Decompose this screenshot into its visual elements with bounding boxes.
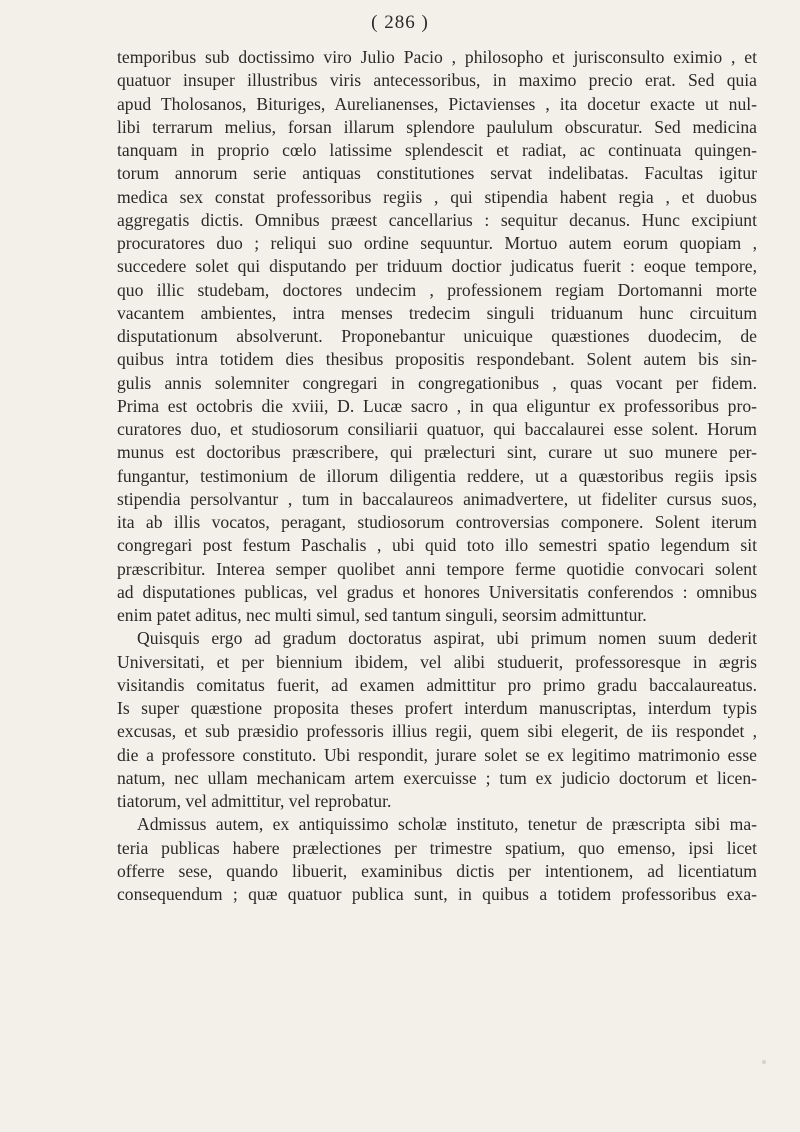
text-line: munus est doctoribus præscribere, qui prælecturi sint, curare ut suo munere per-	[117, 442, 757, 463]
text-line: quatuor insuper illustribus viris antecessoribus, in maximo precio erat. Sed quia	[117, 70, 757, 91]
body-text	[117, 46, 757, 906]
text-line: tiatorum, vel admittitur, vel reprobatur.	[117, 791, 392, 811]
text-line: teria publicas habere prælectiones per trimestre spatium, quo emenso, ipsi licet	[117, 837, 757, 858]
text-line: procuratores duo ; reliqui suo ordine sequuntur. Mortuo autem eorum quopiam ,	[117, 233, 757, 253]
text-line: excusas, et sub præsidio professoris illius regii, quem sibi elegerit, de iis respondet ,	[117, 721, 757, 742]
text-line: visitandis comitatus fuerit, ad examen admittitur pro primo gradu baccalaureatus.	[117, 674, 757, 695]
text-line: die a professore constituto. Ubi respondit, jurare solet se ex legitimo matrimonio esse	[117, 744, 757, 765]
text-line: natum, nec ullam mechanicam artem exercuisse ; tum ex judicio doctorum et licen-	[117, 767, 757, 788]
text-line: curatores duo, et studiosorum consiliarii quatuor, qui baccalaurei esse solent. Horum	[117, 419, 757, 439]
text-line: ita ab illis vocatos, peragant, studiosorum controversias componere. Solent iterum	[117, 512, 757, 532]
page-number: ( 286 )	[371, 12, 429, 33]
text-line: Prima est octobris die xviii, D. Lucæ sacro , in qua eliguntur ex professoribus pro-	[117, 395, 757, 416]
text-line: vacantem ambientes, intra menses tredecim singuli triduanum hunc circuitum	[117, 302, 757, 323]
text-line: quibus intra totidem dies thesibus propositis respondebant. Solent autem bis sin-	[117, 349, 757, 370]
text-line: præscribitur. Interea semper quolibet anni tempore ferme quotidie convocari solent	[117, 558, 757, 579]
text-line: libi terrarum melius, forsan illarum splendore paululum obscuratur. Sed medicina	[117, 116, 757, 137]
text-line: Is super quæstione proposita theses profert interdum manuscriptas, interdum typis	[117, 698, 757, 718]
text-line: Quisquis ergo ad gradum doctoratus aspirat, ubi primum nomen suum dederit	[137, 628, 757, 649]
text-line: tanquam in proprio cœlo latissime splendescit et radiat, ac continuata quingen-	[117, 140, 757, 160]
text-line: Universitati, et per biennium ibidem, vel alibi studuerit, professoresque in ægris	[117, 651, 757, 672]
paper-speck	[762, 1060, 766, 1064]
text-line: stipendia persolvantur , tum in baccalaureos animadvertere, ut fideliter cursus suos,	[117, 488, 757, 509]
text-line: Admissus autem, ex antiquissimo scholæ instituto, tenetur de præscripta sibi ma-	[137, 814, 757, 835]
text-line: offerre sese, quando libuerit, examinibus dictis per intentionem, ad licentiatum	[117, 860, 757, 881]
text-line: quo illic studebam, doctores undecim , professionem regiam Dortomanni morte	[117, 279, 757, 300]
text-line: consequendum ; quæ quatuor publica sunt, in quibus a totidem professoribus exa-	[117, 884, 757, 904]
text-line: apud Tholosanos, Bituriges, Aurelianenses, Pictavienses , ita docetur exacte ut nul-	[117, 93, 757, 114]
text-line: gulis annis solemniter congregari in congregationibus , quas vocant per fidem.	[117, 372, 757, 393]
text-line: enim patet aditus, nec multi simul, sed tantum singuli, seorsim admittuntur.	[117, 605, 647, 625]
text-line: congregari post festum Paschalis , ubi quid toto illo semestri spatio legendum sit	[117, 535, 757, 556]
text-line: medica sex constat professoribus regiis , qui stipendia habent regia , et duobus	[117, 186, 757, 207]
text-line: fungantur, testimonium de illorum diligentia reddere, ut a quæstoribus regiis ipsis	[117, 465, 757, 486]
text-line: temporibus sub doctissimo viro Julio Pacio , philosopho et jurisconsulto eximio , et	[117, 47, 757, 67]
text-line: ad disputationes publicas, vel gradus et honores Universitatis conferendos : omnibus	[117, 581, 757, 602]
text-line: torum annorum serie antiquas constitutiones servat indelibatas. Facultas igitur	[117, 163, 757, 184]
text-line: disputationum absolverunt. Proponebantur unicuique quæstiones duodecim, de	[117, 326, 757, 346]
text-line: aggregatis dictis. Omnibus præest cancellarius : sequitur decanus. Hunc excipiunt	[117, 209, 757, 230]
text-line: succedere solet qui disputando per triduum doctior judicatus fuerit : eoque tempore,	[117, 256, 757, 277]
